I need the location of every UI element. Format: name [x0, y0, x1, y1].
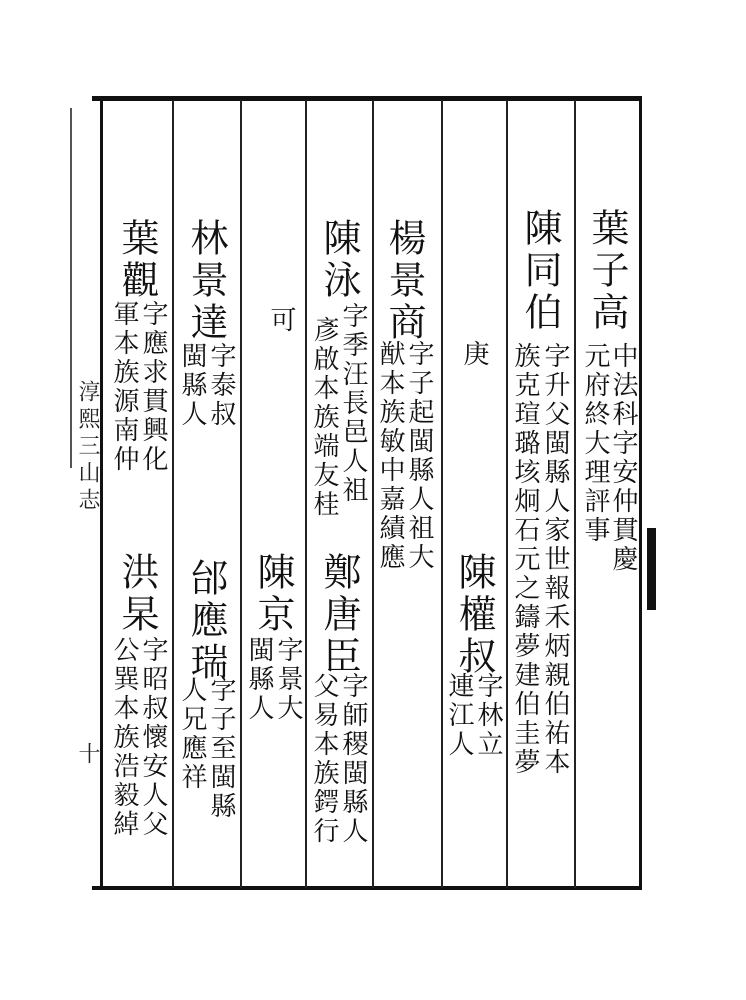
entry-name: 陳京: [251, 552, 295, 636]
entry-text: 字景大: [273, 636, 303, 723]
top-border: [92, 96, 642, 101]
entry-text: 父易本族鍔行: [309, 672, 339, 846]
entry-name: 陳同伯: [518, 208, 562, 334]
entry-text: 人兄應祥: [177, 676, 207, 792]
entry-text: 字應求貫興化: [138, 300, 168, 474]
column-divider: [240, 100, 242, 888]
right-border: [639, 96, 642, 890]
entry-name: 楊景商: [382, 218, 426, 344]
entry-name: 陳泳: [317, 218, 361, 302]
left-border: [100, 96, 103, 890]
section-mark: 可: [266, 306, 296, 335]
entry-name: 葉子高: [585, 208, 629, 334]
entry-text: 字泰叔: [206, 342, 236, 429]
column-divider: [506, 100, 508, 888]
entry-text: 公巽本族浩毅綽: [109, 636, 139, 839]
folio-number: 十: [75, 742, 100, 769]
entry-text: 閩縣人: [244, 636, 274, 723]
entry-text: 猷本族敏中嘉績應: [375, 340, 405, 572]
entry-text: 族克瑄璐垓炯石元之鑄夢建伯圭夢: [510, 342, 540, 777]
column-divider: [372, 100, 374, 888]
entry-text: 字季汪長邑人祖: [338, 302, 368, 505]
sheet-mark: [647, 528, 656, 610]
bottom-border: [92, 886, 642, 890]
entry-name: 陳權叔: [452, 552, 496, 678]
entry-text: 字林立: [473, 672, 503, 759]
entry-text: 字昭叔懷安人父: [138, 636, 168, 839]
entry-text: 軍本族源南仲: [109, 300, 139, 474]
entry-text: 字升父閩縣人家世報禾炳親伯祐本: [540, 342, 570, 777]
column-divider: [172, 100, 174, 888]
entry-name: 邰應瑞: [184, 558, 228, 684]
column-divider: [305, 100, 307, 888]
entry-text: 中法科字安仲貫慶: [608, 342, 638, 574]
column-divider: [441, 100, 443, 888]
entry-name: 葉觀: [115, 218, 159, 302]
section-mark: 庚: [459, 340, 489, 369]
entry-text: 元府終大理評事: [580, 342, 610, 545]
entry-name: 鄭唐臣: [317, 552, 361, 678]
entry-name: 洪杲: [115, 552, 159, 636]
book-title: 淳熙三山志: [75, 380, 100, 515]
entry-text: 字師稷閩縣人: [338, 672, 368, 846]
entry-name: 林景達: [184, 218, 228, 344]
column-divider: [574, 100, 576, 888]
margin-edge: [70, 108, 72, 468]
entry-text: 字子起閩縣人祖大: [404, 340, 434, 572]
entry-text: 字子至閩縣: [206, 676, 236, 821]
entry-text: 彥啟本族端友桂: [309, 316, 339, 519]
entry-text: 連江人: [444, 672, 474, 759]
entry-text: 閩縣人: [177, 342, 207, 429]
